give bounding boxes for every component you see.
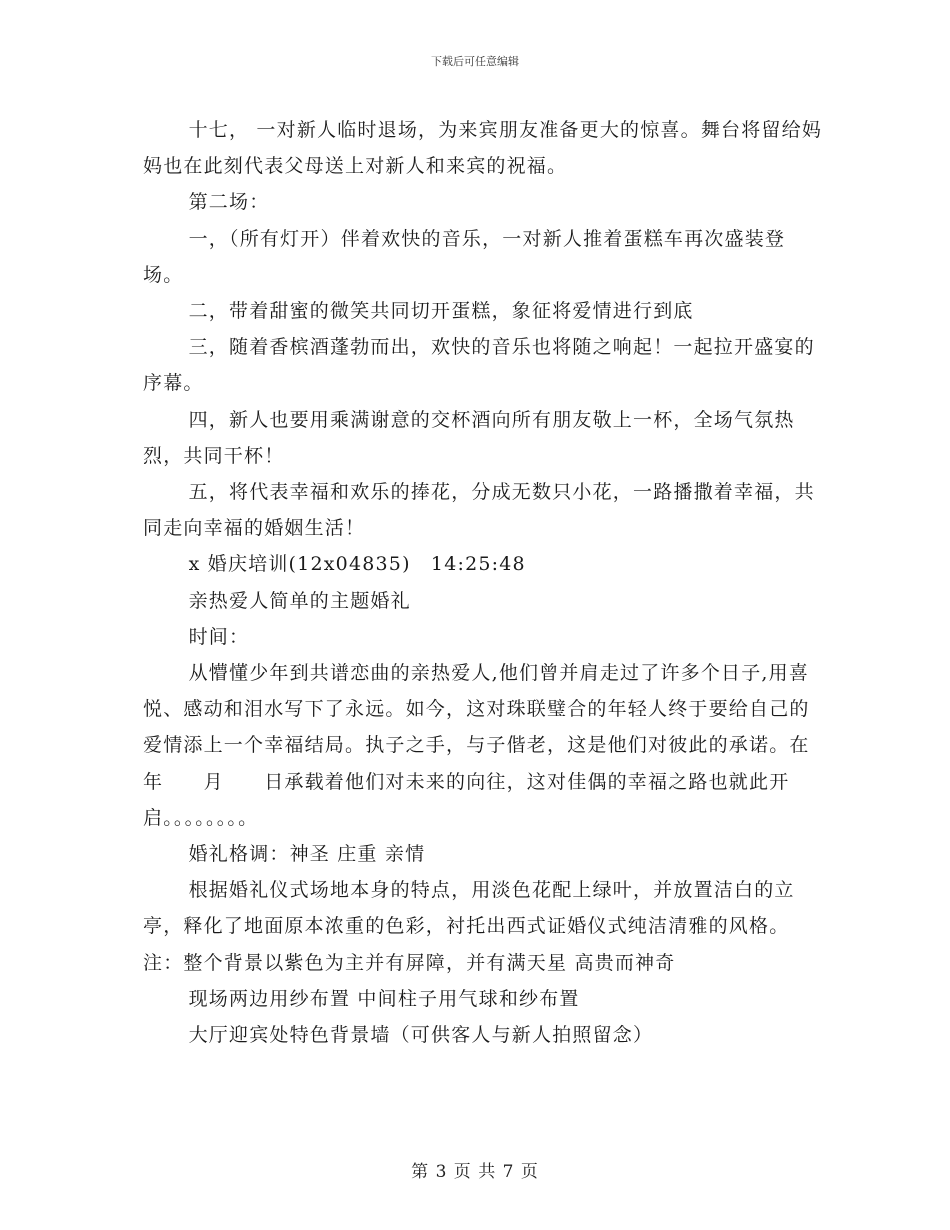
lobby-backdrop-line: 大厅迎宾处特色背景墙（可供客人与新人拍照留念） [188, 1024, 654, 1047]
paragraph-step-1: 一，（所有灯开）伴着欢快的音乐，一对新人推着蛋糕车再次盛装登场。 [143, 227, 786, 286]
section-title-second-act: 第二场： [188, 191, 270, 214]
intro-paragraph: 从懵懂少年到共谱恋曲的亲热爱人,他们曾并肩走过了许多个日子,用喜悦、感动和泪水写下了永远。如今，这对珠联璧合的年轻人终于要给自己的爱情添上一个幸福结局。执子之手，与子偕老，这是他们对彼此的承诺。在 年 月 日承载着他们对未来的向往，这对佳偶的幸福之路也就此开启。。。。。。。。 [143, 662, 871, 829]
wedding-style-line: 婚礼格调：神圣 庄重 亲情 [188, 843, 426, 866]
page-footer: 第 3 页 共 7 页 [411, 1162, 539, 1182]
page-header: 下载后可任意编辑 [431, 55, 519, 68]
paragraph-step-3: 三，随着香槟酒蓬勃而出，欢快的音乐也将随之响起！一起拉开盛宴的序幕。 [143, 336, 815, 395]
paragraph-step-4: 四，新人也要用乘满谢意的交杯酒向所有朋友敬上一杯，全场气氛热烈，共同干杯！ [143, 408, 795, 467]
paragraph-step-2: 二，带着甜蜜的微笑共同切开蛋糕，象征将爱情进行到底 [188, 300, 694, 323]
time-label: 时间： [188, 625, 250, 648]
decoration-line: 现场两边用纱布置 中间柱子用气球和纱布置 [188, 987, 580, 1010]
venue-paragraph: 根据婚礼仪式场地本身的特点，用淡色花配上绿叶，并放置洁白的立亭，释化了地面原本浓重的色彩，衬托出西式证婚仪式纯洁清雅的风格。注：整个背景以紫色为主并有屏障，并有满天星 高贵而神奇 [143, 879, 795, 974]
document-body [143, 112, 871, 1053]
meta-line: x 婚庆培训(12x04835) 14:25:48 [188, 553, 526, 576]
document-subtitle: 亲热爱人简单的主题婚礼 [188, 589, 411, 612]
paragraph-17: 十七， 一对新人临时退场，为来宾朋友准备更大的惊喜。舞台将留给妈妈也在此刻代表父母送上对新人和来宾的祝福。 [143, 119, 823, 178]
paragraph-step-5: 五，将代表幸福和欢乐的捧花，分成无数只小花，一路播撒着幸福，共同走向幸福的婚姻生活！ [143, 481, 815, 540]
